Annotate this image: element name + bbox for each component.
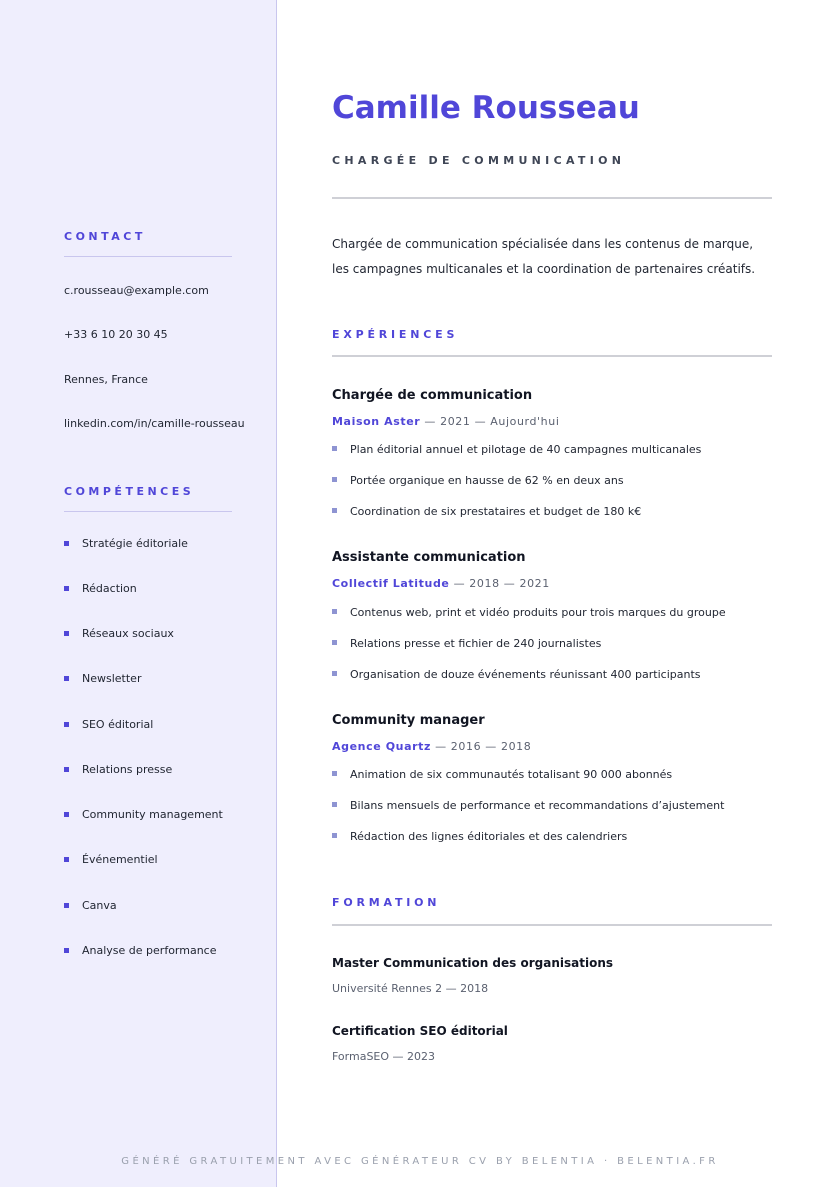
education-divider <box>332 924 772 926</box>
bullet-square-icon <box>332 671 337 676</box>
job-company: Agence Quartz <box>332 740 431 753</box>
skill-label: Analyse de performance <box>82 944 217 957</box>
job-bullet-text: Animation de six communautés totalisant 90 000 abonnés <box>350 768 673 781</box>
bullet-square-icon <box>64 676 69 681</box>
skill-label: Stratégie éditoriale <box>82 537 188 550</box>
skill-label: Réseaux sociaux <box>82 627 174 640</box>
bullet-square-icon <box>64 767 69 772</box>
skill-label: SEO éditorial <box>82 718 154 731</box>
bullet-square-icon <box>332 771 337 776</box>
bullet-square-icon <box>332 640 337 645</box>
skills-heading: COMPÉTENCES <box>64 485 195 498</box>
contact-email[interactable]: c.rousseau@example.com <box>64 284 209 297</box>
job-role: Chargée de communication <box>332 388 533 403</box>
skill-label: Canva <box>82 899 117 912</box>
profile-summary: Chargée de communication spécialisée dans les contenus de marque, les campagnes multicanales et la coordination de partenaires créatifs. <box>332 237 756 276</box>
job-period: — 2016 — 2018 <box>430 740 532 753</box>
skill-label: Relations presse <box>82 763 173 776</box>
bullet-square-icon <box>64 903 69 908</box>
job-role: Community manager <box>332 713 485 728</box>
job-bullet-text: Plan éditorial annuel et pilotage de 40 campagnes multicanales <box>350 443 702 456</box>
education-meta: FormaSEO — 2023 <box>332 1050 436 1063</box>
skill-label: Newsletter <box>82 672 142 685</box>
education-heading: FORMATION <box>332 896 441 909</box>
bullet-square-icon <box>332 609 337 614</box>
bullet-square-icon <box>64 948 69 953</box>
footer-credit[interactable]: GÉNÉRÉ GRATUITEMENT AVEC GÉNÉRATEUR CV BY BELENTIA · BELENTIA.FR <box>121 1156 719 1167</box>
bullet-square-icon <box>64 541 69 546</box>
bullet-square-icon <box>332 802 337 807</box>
job-bullet-text: Portée organique en hausse de 62 % en deux ans <box>350 474 624 487</box>
job-bullet-text: Relations presse et fichier de 240 journalistes <box>350 637 602 650</box>
candidate-name: Camille Rousseau <box>332 90 640 126</box>
bullet-square-icon <box>332 446 337 451</box>
bullet-square-icon <box>64 812 69 817</box>
education-degree: Master Communication des organisations <box>332 956 614 970</box>
header-divider <box>332 197 772 199</box>
job-period: — 2018 — 2021 <box>449 577 550 590</box>
job-bullet-text: Bilans mensuels de performance et recommandations d’ajustement <box>350 799 725 812</box>
education-meta: Université Rennes 2 — 2018 <box>332 982 489 995</box>
candidate-title: CHARGÉE DE COMMUNICATION <box>332 154 626 167</box>
job-period: — 2021 — Aujourd'hui <box>420 415 560 428</box>
skill-label: Rédaction <box>82 582 137 595</box>
job-bullet-text: Organisation de douze événements réunissant 400 participants <box>350 668 701 681</box>
job-bullet-text: Coordination de six prestataires et budget de 180 k€ <box>350 505 642 518</box>
experience-divider <box>332 355 772 357</box>
skills-divider <box>64 511 232 512</box>
contact-heading: CONTACT <box>64 230 146 243</box>
job-bullet-text: Contenus web, print et vidéo produits pour trois marques du groupe <box>350 606 726 619</box>
contact-phone[interactable]: +33 6 10 20 30 45 <box>64 328 168 341</box>
experience-heading: EXPÉRIENCES <box>332 328 459 341</box>
bullet-square-icon <box>64 857 69 862</box>
skill-label: Événementiel <box>82 853 158 866</box>
bullet-square-icon <box>332 833 337 838</box>
bullet-square-icon <box>332 477 337 482</box>
bullet-square-icon <box>332 508 337 513</box>
bullet-square-icon <box>64 722 69 727</box>
job-meta <box>332 577 550 590</box>
education-degree: Certification SEO éditorial <box>332 1024 508 1038</box>
contact-linkedin[interactable]: linkedin.com/in/camille-rousseau <box>64 417 245 430</box>
job-company: Collectif Latitude <box>332 577 450 590</box>
bullet-square-icon <box>64 586 69 591</box>
job-role: Assistante communication <box>332 550 526 565</box>
sidebar <box>0 0 277 1187</box>
job-meta <box>332 740 531 753</box>
bullet-square-icon <box>64 631 69 636</box>
contact-divider <box>64 256 232 257</box>
job-bullet-text: Rédaction des lignes éditoriales et des calendriers <box>350 830 628 843</box>
job-company: Maison Aster <box>332 415 421 428</box>
job-meta <box>332 415 559 428</box>
contact-location: Rennes, France <box>64 373 148 386</box>
skill-label: Community management <box>82 808 223 821</box>
